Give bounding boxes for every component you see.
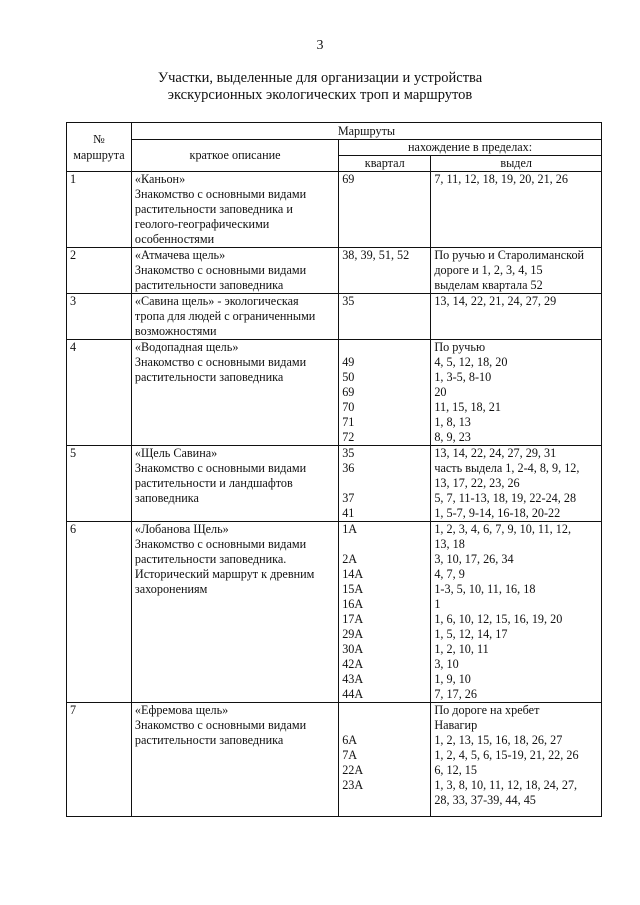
vydel-line: 5, 7, 11-13, 18, 19, 22-24, 28 (434, 491, 577, 505)
kvartal-line: 44А (342, 687, 364, 701)
description-cell (131, 703, 338, 817)
header-routes: Маршруты (131, 123, 601, 140)
description-line: «Лобанова Щель» (134, 522, 229, 536)
kvartal-line: 50 (342, 370, 355, 384)
kvartal-line (342, 793, 427, 808)
route-number-cell: 6 (67, 522, 132, 703)
vydel-line: 1, 2, 4, 5, 6, 15-19, 21, 22, 26 (434, 748, 579, 762)
description-line: Знакомство с основными видами (134, 355, 307, 369)
kvartal-line: 36 (342, 461, 355, 475)
description-line: «Водопадная щель» (134, 340, 239, 354)
vydel-cell (431, 340, 602, 446)
kvartal-cell (339, 172, 431, 248)
document-title (0, 70, 640, 104)
route-number-cell: 1 (67, 172, 132, 248)
vydel-line: 28, 33, 37-39, 44, 45 (434, 793, 536, 807)
description-line: растительности заповедника (134, 733, 284, 747)
vydel-line: выделам квартала 52 (434, 278, 543, 292)
description-line: Знакомство с основными видами (134, 537, 307, 551)
kvartal-line: 49 (342, 355, 355, 369)
header-vydel: выдел (431, 156, 602, 172)
route-number-cell: 3 (67, 294, 132, 340)
route-number-cell: 2 (67, 248, 132, 294)
description-line: особенностями (134, 232, 215, 246)
vydel-line: 1 (434, 597, 441, 611)
vydel-line: 13, 18 (434, 537, 465, 551)
vydel-line: 7, 17, 26 (434, 687, 477, 701)
route-number-cell: 4 (67, 340, 132, 446)
kvartal-line: 69 (342, 385, 355, 399)
vydel-line: 6, 12, 15 (434, 763, 477, 777)
description-line: растительности заповедника (134, 370, 284, 384)
description-line: возможностями (134, 324, 217, 338)
description-cell (131, 172, 338, 248)
header-kvartal: квартал (339, 156, 431, 172)
vydel-line: 1, 8, 13 (434, 415, 471, 429)
description-cell (131, 340, 338, 446)
vydel-cell (431, 172, 602, 248)
kvartal-cell (339, 446, 431, 522)
vydel-line: По ручью (434, 340, 486, 354)
title-line-2: экскурсионных экологических троп и маршрутов (167, 87, 473, 103)
kvartal-line: 41 (342, 506, 355, 520)
kvartal-line: 71 (342, 415, 355, 429)
kvartal-line: 38, 39, 51, 52 (342, 248, 410, 262)
description-cell (131, 446, 338, 522)
description-line: растительности заповедника и (134, 202, 293, 216)
kvartal-line: 42А (342, 657, 364, 671)
vydel-line: 1, 6, 10, 12, 15, 16, 19, 20 (434, 612, 563, 626)
vydel-line: 3, 10 (434, 657, 459, 671)
description-line: тропа для людей с ограниченными (134, 309, 316, 323)
description-line: Знакомство с основными видами (134, 461, 307, 475)
kvartal-line: 70 (342, 400, 355, 414)
vydel-line: 13, 14, 22, 21, 24, 27, 29 (434, 294, 557, 308)
vydel-line: Навагир (434, 718, 478, 732)
vydel-cell (431, 294, 602, 340)
vydel-line: 1, 3, 8, 10, 11, 12, 18, 24, 27, (434, 778, 578, 792)
description-line: «Атмачева щель» (134, 248, 226, 262)
title-line-1: Участки, выделенные для организации и устройства (157, 70, 483, 86)
vydel-line: 4, 5, 12, 18, 20 (434, 355, 508, 369)
description-line: захоронениям (134, 582, 208, 596)
vydel-line: По дороге на хребет (434, 703, 540, 717)
kvartal-line (342, 718, 427, 733)
vydel-line: 11, 15, 18, 21 (434, 400, 501, 414)
vydel-line: 1, 5-7, 9-14, 16-18, 20-22 (434, 506, 561, 520)
kvartal-line: 6А (342, 733, 358, 747)
kvartal-cell (339, 248, 431, 294)
vydel-cell (431, 248, 602, 294)
description-line: «Каньон» (134, 172, 186, 186)
table-row (67, 248, 602, 294)
vydel-line: 20 (434, 385, 447, 399)
vydel-line: 7, 11, 12, 18, 19, 20, 21, 26 (434, 172, 568, 186)
vydel-line: 1, 3-5, 8-10 (434, 370, 492, 384)
kvartal-line: 35 (342, 446, 355, 460)
description-line: Знакомство с основными видами (134, 263, 307, 277)
kvartal-line: 2А (342, 552, 358, 566)
kvartal-line: 15А (342, 582, 364, 596)
kvartal-line: 35 (342, 294, 355, 308)
kvartal-line (342, 476, 427, 491)
kvartal-line: 43А (342, 672, 364, 686)
vydel-cell (431, 446, 602, 522)
description-cell (131, 522, 338, 703)
description-line: растительности заповедника (134, 278, 284, 292)
vydel-line: 3, 10, 17, 26, 34 (434, 552, 514, 566)
vydel-line: 13, 17, 22, 23, 26 (434, 476, 520, 490)
kvartal-line (342, 537, 427, 552)
kvartal-cell (339, 294, 431, 340)
table-row (67, 172, 602, 248)
kvartal-line: 37 (342, 491, 355, 505)
header-location: нахождение в пределах: (339, 140, 602, 156)
kvartal-line (342, 340, 427, 355)
description-line: «Ефремова щель» (134, 703, 229, 717)
vydel-cell (431, 522, 602, 703)
kvartal-line: 69 (342, 172, 355, 186)
kvartal-line: 29А (342, 627, 364, 641)
vydel-line: 1, 2, 3, 4, 6, 7, 9, 10, 11, 12, (434, 522, 571, 536)
kvartal-line: 16А (342, 597, 364, 611)
route-number-cell: 7 (67, 703, 132, 817)
kvartal-line: 17А (342, 612, 364, 626)
kvartal-line: 30А (342, 642, 364, 656)
description-line: заповедника (134, 491, 199, 505)
vydel-line: 1, 9, 10 (434, 672, 471, 686)
kvartal-line: 23А (342, 778, 364, 792)
kvartal-line (342, 703, 427, 718)
description-line: Знакомство с основными видами (134, 187, 307, 201)
route-number-cell: 5 (67, 446, 132, 522)
table-row (67, 340, 602, 446)
description-line: растительности заповедника. (134, 552, 287, 566)
table-row (67, 522, 602, 703)
vydel-line: 4, 7, 9 (434, 567, 465, 581)
kvartal-cell (339, 340, 431, 446)
kvartal-cell (339, 522, 431, 703)
vydel-line: 1, 2, 10, 11 (434, 642, 489, 656)
description-line: геолого-географическими (134, 217, 270, 231)
routes-table-body (67, 172, 602, 817)
kvartal-line: 1А (342, 522, 358, 536)
header-short-description: краткое описание (131, 140, 338, 172)
vydel-line: По ручью и Старолиманской (434, 248, 585, 262)
vydel-line: часть выдела 1, 2-4, 8, 9, 12, (434, 461, 580, 475)
header-route-number: № маршрута (67, 123, 132, 172)
description-line: «Савина щель» - экологическая (134, 294, 299, 308)
vydel-line: 1-3, 5, 10, 11, 16, 18 (434, 582, 536, 596)
description-cell (131, 294, 338, 340)
description-cell (131, 248, 338, 294)
kvartal-line: 14А (342, 567, 364, 581)
vydel-line: 1, 5, 12, 14, 17 (434, 627, 508, 641)
page-number: 3 (316, 38, 324, 53)
description-line: Знакомство с основными видами (134, 718, 307, 732)
vydel-cell (431, 703, 602, 817)
vydel-line: 8, 9, 23 (434, 430, 471, 444)
description-line: растительности и ландшафтов (134, 476, 293, 490)
table-row (67, 446, 602, 522)
description-line: Исторический маршрут к древним (134, 567, 315, 581)
table-row (67, 294, 602, 340)
kvartal-line: 72 (342, 430, 355, 444)
vydel-line: 1, 2, 13, 15, 16, 18, 26, 27 (434, 733, 563, 747)
table-row (67, 703, 602, 817)
vydel-line: дороге и 1, 2, 3, 4, 15 (434, 263, 543, 277)
description-line: «Щель Савина» (134, 446, 218, 460)
routes-table (66, 122, 602, 817)
kvartal-line: 7А (342, 748, 358, 762)
kvartal-cell (339, 703, 431, 817)
kvartal-line: 22А (342, 763, 364, 777)
vydel-line: 13, 14, 22, 24, 27, 29, 31 (434, 446, 557, 460)
